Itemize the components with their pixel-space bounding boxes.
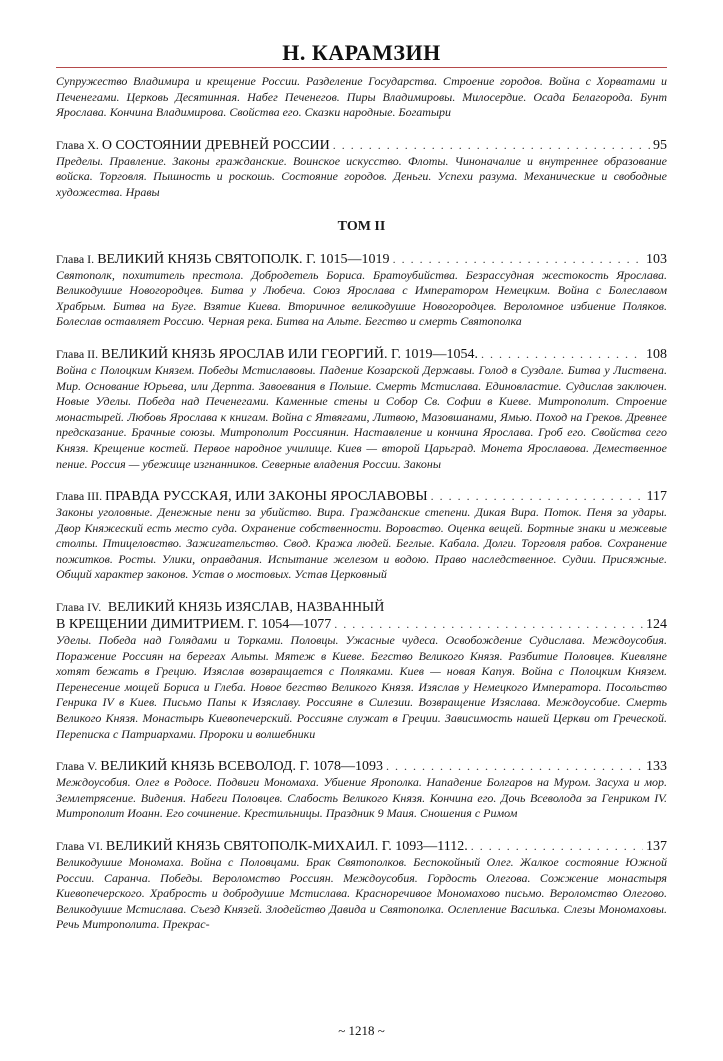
chapter-title: ВЕЛИКИЙ КНЯЗЬ ЯРОСЛАВ ИЛИ ГЕОРГИЙ. Г. 1019—1054. xyxy=(101,346,478,362)
toc-entry-chapter-3 xyxy=(56,488,667,583)
chapter-heading xyxy=(56,838,667,855)
toc-entry-chapter-6 xyxy=(56,838,667,933)
dot-leader xyxy=(471,838,643,855)
chapter-number: Глава II. xyxy=(56,346,99,361)
chapter-title-continued: В КРЕЩЕНИИ ДИМИТРИЕМ. Г. 1054—1077 xyxy=(56,617,332,633)
chapter-summary: Законы уголовные. Денежные пени за убийство. Вира. Гражданские степени. Дикая Вира. Поток. Пеня за удары. Двор Княжеский есть место суда. Охранение собственности. Воровство. Оценка вещей. Бортные знаки и межевые столпы. Птицеловство. Зажигательство. Свод. Кража людей. Беглые. Кабала. Долги. Торговля рабов. Сохранение пожитков. Росты. Улики, оправдания. Испытание железом и водою. Право наследственное. Судии. Присяжные. Общий характер законов. Устав о мостовых. Устав Церковный xyxy=(56,505,667,582)
toc-entry-chapter-5 xyxy=(56,758,667,822)
page-number: 108 xyxy=(646,346,667,362)
chapter-title: ВЕЛИКИЙ КНЯЗЬ СВЯТОПОЛК-МИХАИЛ. Г. 1093—1112. xyxy=(105,839,468,854)
chapter-title: ВЕЛИКИЙ КНЯЗЬ СВЯТОПОЛК. Г. 1015—1019 xyxy=(97,251,390,267)
chapter-summary: Великодушие Мономаха. Война с Половцами. Брак Святополков. Беспокойный Олег. Жалкое состояние Южной России. Саранча. Победы. Вероломство Россиян. Междоусобия. Гордость Олегова. Сожжение монастыря Киевопечерского. Храбрость и добродушие Мстислава. Красноречивое Мономахово письмо. Вероломство Олегово. Великодушие Мстислава. Съезд Князей. Злодейство Давида и Святополка. Ослепление Василька. Слезы Мономаховы. Речь Митрополита. Прекрас- xyxy=(56,855,667,932)
chapter-number: Глава I. xyxy=(56,251,95,266)
page-number: 117 xyxy=(646,489,667,505)
tome-title: ТОМ II xyxy=(337,218,386,234)
page-folio: ~ 1218 ~ xyxy=(338,1023,385,1038)
chapter-number: Глава IV. xyxy=(56,600,102,615)
page-number: 137 xyxy=(646,839,667,854)
toc-entry-chapter-10 xyxy=(56,137,667,201)
chapter-number: Глава V. xyxy=(56,759,98,774)
chapter-number: Глава III. xyxy=(56,489,103,504)
running-head: Н. КАРАМЗИН xyxy=(282,40,441,65)
dot-leader xyxy=(431,488,644,505)
chapter-title: ВЕЛИКИЙ КНЯЗЬ ИЗЯСЛАВ, НАЗВАННЫЙ xyxy=(107,600,385,616)
chapter-number: Глава X. xyxy=(56,137,99,152)
page-number: 103 xyxy=(646,251,667,267)
chapter-heading xyxy=(56,251,667,268)
chapter-summary: Война с Полоцким Князем. Победы Мстиславовы. Падение Козарской Державы. Голод в Суздале. Битва у Листвена. Мир. Основание Юрьева, или Дерпта. Завоевания в Польше. Смерть Мстислава. Единовластие. Судислав заключен. Новые Уделы. Победа над Печенегами. Каменные стены и Собор Св. Софии в Киеве. Митрополит. Строение монастырей. Любовь Ярослава к книгам. Война с Ятвягами, Литвою, Мазовшанами, Ямью. Поход на Греков. Древнее предсказание. Брачные союзы. Митрополит Россиянин. Наставление и кончина Ярослава. Гроб его. Свойства сего Князя. Крещение костей. Первое народное училище. Киев — второй Царьград. Монета Ярославова. Демественное пение. Россия — убежище изгнанников. Северные владения России. Законы xyxy=(56,362,667,471)
chapter-title: О СОСТОЯНИИ ДРЕВНЕЙ РОССИИ xyxy=(101,137,330,153)
page-number: 95 xyxy=(653,137,667,153)
chapter-title-line-1 xyxy=(56,599,667,616)
dot-leader xyxy=(481,346,643,363)
toc-entry-chapter-1 xyxy=(56,251,667,330)
chapter-heading xyxy=(56,758,667,775)
chapter-title-line-2 xyxy=(56,616,667,633)
intro-summary: Супружество Владимира и крещение России. Разделение Государства. Строение городов. Война с Хорватами и Печенегами. Церковь Десятинная. Набег Печенегов. Пиры Владимировы. Милосердие. Осада Белагорода. Бунт Ярослава. Кончина Владимирова. Свойства его. Сказки народные. Богатыри xyxy=(56,74,667,120)
chapter-number: Глава VI. xyxy=(56,839,103,853)
page-number: 133 xyxy=(646,759,667,775)
table-of-contents xyxy=(56,74,667,933)
chapter-summary: Святополк, похититель престола. Добродетель Бориса. Братоубийства. Безрассудная жестокость Ярослава. Великодушие Новогородцев. Битва у Любеча. Союз Ярослава с Императором Немецким. Война с Болеславом Храбрым. Битва на Буге. Взятие Киева. Вторичное великодушие Новогородцев. Вероломное избиение Поляков. Болеслав оставляет Россию. Черная река. Битва на Альте. Бегство и смерть Святополка xyxy=(56,267,667,329)
toc-entry-chapter-4 xyxy=(56,599,667,742)
chapter-heading xyxy=(56,599,667,633)
chapter-heading xyxy=(56,488,667,505)
chapter-summary: Междоусобия. Олег в Родосе. Подвиги Мономаха. Убиение Ярополка. Нападение Болгаров на Муром. Засуха и мор. Землетрясение. Видения. Набеги Половцев. Слабость Великого Князя. Кончина его. Дочь Всеволода за Генриком IV. Митрополит Иоанн. Его сочинение. Крестильницы. Праздник 9 Маия. Сношения с Римом xyxy=(56,775,667,821)
chapter-title: ВЕЛИКИЙ КНЯЗЬ ВСЕВОЛОД. Г. 1078—1093 xyxy=(100,759,383,775)
dot-leader xyxy=(393,251,643,268)
chapter-heading xyxy=(56,346,667,363)
dot-leader xyxy=(333,137,650,154)
chapter-title: ПРАВДА РУССКАЯ, ИЛИ ЗАКОНЫ ЯРОСЛАВОВЫ xyxy=(105,489,428,505)
dot-leader xyxy=(386,758,643,775)
page-number: 124 xyxy=(646,617,667,633)
chapter-heading xyxy=(56,137,667,154)
header-rule xyxy=(56,67,667,68)
toc-entry-chapter-2 xyxy=(56,346,667,472)
chapter-summary: Уделы. Победа над Голядами и Торками. Половцы. Ужасные чудеса. Освобождение Судислава. Междоусобия. Поражение Россиян на берегах Альты. Мятеж в Киеве. Бегство Великого Князя. Разбитие Половцев. Киевляне хотят бежать в Грецию. Изяслав возвращается с Поляками. Киев — новая Капуя. Война с Полоцким Князем. Перенесение мощей Бориса и Глеба. Новое бегство Великого Князя. Изяслав у Немецкого Императора. Посольство Генрика IV в Киев. Письмо Папы к Изяславу. Россияне в Силезии. Возвращение Изяслава. Междоусобие. Смерть Великого Князя. Монастырь Киевопечерский. Россияне служат в Греции. Зависимость нашей Церкви от Греческой. Переписка с Патриархами. Пророки и волшебники xyxy=(56,633,667,741)
dot-leader xyxy=(334,616,643,633)
chapter-summary: Пределы. Правление. Законы гражданские. Воинское искусство. Флоты. Чиноначалие и внутреннее образование войска. Торговля. Пышность и роскошь. Состояние городов. Деньги. Успехи разума. Механические и свободные художества. Нравы xyxy=(56,153,667,199)
